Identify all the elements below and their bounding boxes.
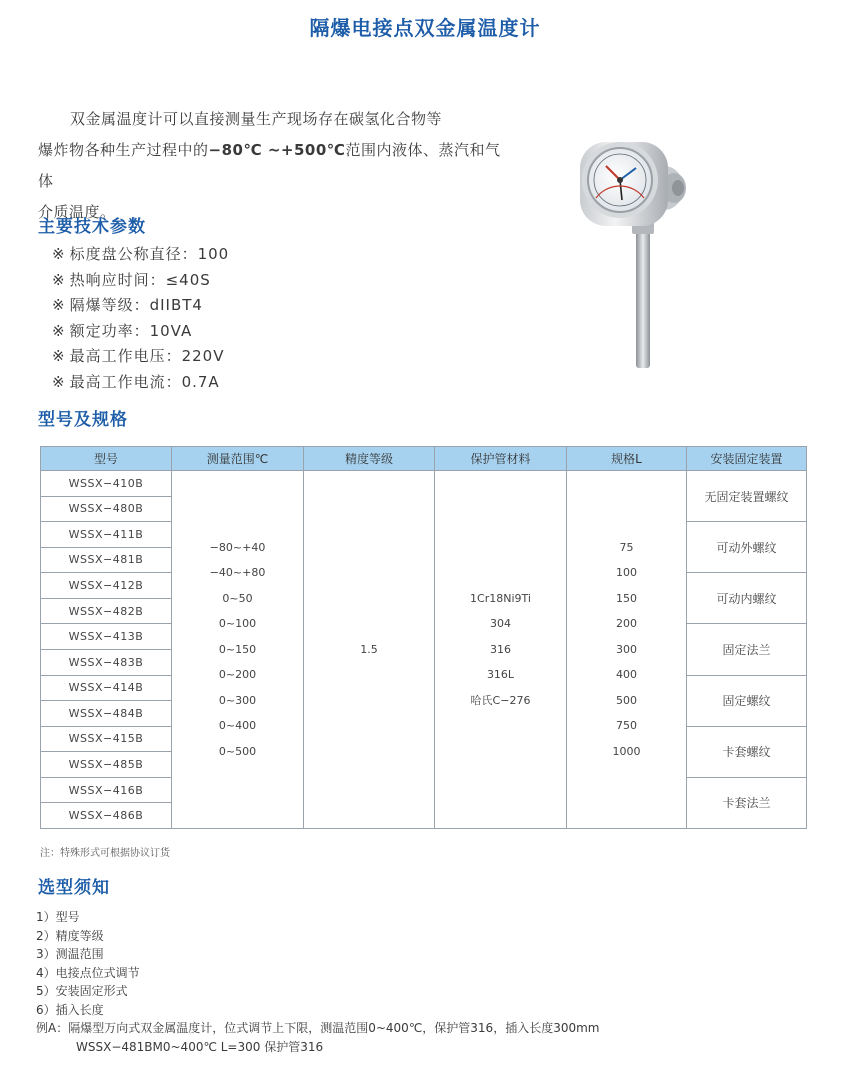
guide-item: 3）测温范围 xyxy=(36,947,104,961)
mount-cell: 无固定装置螺纹 xyxy=(687,471,807,522)
table-note: 注：特殊形式可根据协议订货 xyxy=(40,848,170,859)
reference-mark-icon: ※ xyxy=(52,372,66,391)
guide-item: 2）精度等级 xyxy=(36,928,104,943)
reference-mark-icon: ※ xyxy=(52,296,66,314)
param-item: ※ 额定功率：10VA xyxy=(52,321,193,340)
model-cell: WSSX−411B xyxy=(41,522,172,548)
header-material: 保护管材料 xyxy=(435,447,567,471)
param-item: ※ 隔爆等级：dIIBT4 xyxy=(52,296,203,314)
table-row xyxy=(41,471,807,497)
header-mount: 安装固定装置 xyxy=(687,447,807,471)
model-cell: WSSX−480B xyxy=(41,496,172,522)
guide-item: 4）电接点位式调节 xyxy=(36,965,140,980)
reference-mark-icon: ※ xyxy=(52,245,66,263)
param-item: ※ 热响应时间：≤40S xyxy=(52,270,211,289)
param-item: ※ 最高工作电流：0.7A xyxy=(52,372,220,391)
intro-line-1: 双金属温度计可以直接测量生产现场存在碳氢化合物等 xyxy=(70,110,443,128)
intro-line-3: 介质温度。 xyxy=(38,203,116,221)
mount-cell: 可动内螺纹 xyxy=(687,573,807,624)
reference-mark-icon: ※ xyxy=(52,347,66,365)
model-cell: WSSX−481B xyxy=(41,547,172,573)
temperature-range-highlight: −80℃ ~+500℃ xyxy=(208,141,346,159)
selection-guide-list xyxy=(36,908,140,1019)
length-cell: 75 100 150 200 300 400 500 750 1000 xyxy=(567,471,687,829)
reference-mark-icon: ※ xyxy=(52,321,66,340)
guide-item: 1）型号 xyxy=(36,910,80,924)
intro-line-2-pre: 爆炸物各种生产过程中的 xyxy=(38,141,209,159)
table-header-row xyxy=(41,447,807,471)
models-specs-heading: 型号及规格 xyxy=(38,410,128,430)
technical-parameters-heading: 主要技术参数 xyxy=(38,217,146,237)
reference-mark-icon: ※ xyxy=(52,270,66,289)
specifications-table xyxy=(40,446,807,829)
example-label: 例A： xyxy=(36,1021,69,1035)
mount-cell: 固定法兰 xyxy=(687,624,807,675)
guide-item: 5）安装固定形式 xyxy=(36,984,128,998)
page-title: 隔爆电接点双金属温度计 xyxy=(309,16,541,40)
model-cell: WSSX−486B xyxy=(41,803,172,829)
param-item: ※ 最高工作电压：220V xyxy=(52,347,225,365)
header-range: 测量范围℃ xyxy=(172,447,304,471)
model-cell: WSSX−414B xyxy=(41,675,172,701)
selection-guide-heading: 选型须知 xyxy=(38,878,110,898)
mount-cell: 卡套螺纹 xyxy=(687,726,807,777)
model-cell: WSSX−410B xyxy=(41,471,172,497)
range-cell: −80~+40 −40~+80 0~50 0~100 0~150 0~200 0~300 0~400 0~500 xyxy=(172,471,304,829)
accuracy-cell: 1.5 xyxy=(304,471,435,829)
selection-example xyxy=(36,1019,599,1057)
mount-cell: 卡套法兰 xyxy=(687,777,807,828)
intro-paragraph xyxy=(38,104,508,228)
model-cell: WSSX−485B xyxy=(41,752,172,778)
model-cell: WSSX−483B xyxy=(41,649,172,675)
intro-line-2-post: 范围内液体、蒸汽和气体 xyxy=(38,141,501,190)
model-cell: WSSX−416B xyxy=(41,777,172,803)
example-text: 隔爆型万向式双金属温度计，位式调节上下限，测温范围0~400℃，保护管316，插入长度300mm xyxy=(68,1021,600,1035)
guide-item: 6）插入长度 xyxy=(36,1002,104,1017)
explosion-proof-thermometer-image xyxy=(562,128,722,373)
example-code: WSSX−481BM0~400℃ L=300 保护管316 xyxy=(76,1040,324,1054)
model-cell: WSSX−484B xyxy=(41,701,172,727)
mount-cell: 固定螺纹 xyxy=(687,675,807,726)
example-line-1 xyxy=(36,1019,599,1038)
material-cell: 1Cr18Ni9Ti 304 316 316L 哈氏C−276 xyxy=(435,471,567,829)
model-cell: WSSX−412B xyxy=(41,573,172,599)
model-cell: WSSX−413B xyxy=(41,624,172,650)
intro-line-2 xyxy=(38,135,508,197)
model-cell: WSSX−415B xyxy=(41,726,172,752)
header-length: 规格L xyxy=(567,447,687,471)
technical-parameters-list xyxy=(52,242,229,395)
header-model: 型号 xyxy=(41,447,172,471)
model-cell: WSSX−482B xyxy=(41,598,172,624)
param-item: ※ 标度盘公称直径：100 xyxy=(52,245,230,263)
header-accuracy: 精度等级 xyxy=(304,447,435,471)
mount-cell: 可动外螺纹 xyxy=(687,522,807,573)
